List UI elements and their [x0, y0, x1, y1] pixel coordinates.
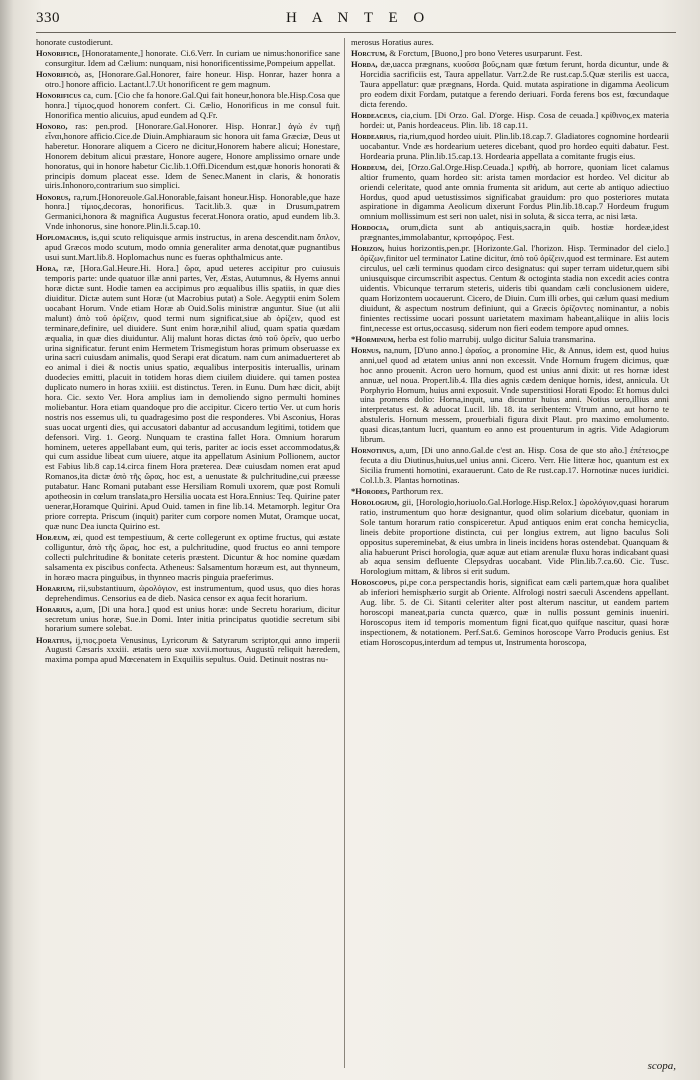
entry-text: herba est folio marrubij. uulgo dicitur Saluia transmarina.: [397, 333, 596, 344]
entry-text: ræ, [Hora.Gal.Heure.Hi. Hora.] ὥρα, apud ueteres accipitur pro cuiusuis temporis parte: unde quatuor illæ anni partes, Ver, Æstas, Autumnus, & Hyems annui horæ dictæ sunt. Hodie tamen ea accipimus pro æqualibus illis spatiis, in quæ dies diuiditur. Dictæ autem sunt Horæ (ut Macrobius putat) a Sole. Aegyptii enim Solem uocabant Horum. Vnde etiam Horæ ab Ouid.Solis ministræ anguntur. Siue (ut alii malunt) ἀπὸ τοῦ ὁρίζειν, quod termi num significat,siue ab ὁρίζειν, quod est terminare,definire, uel diuidere. Sunt enim horæ,nihil aliud, quam spatia quædam æqualia, in quæ dies diuiduntur. Alij malunt horas dictas ἀπὸ τοῦ ὁρεῖν, quo uerbo urina significatur. ferunt enim Hermetem Trismegistum horas primum obseruasse ex urina sacri cuiusdam animalis, quod Serapi erat dicatum. nam cum animaduerteret ab eo animal i diei & noctis unius spatio, æqualibus interpositis interuallis, urinam duodecies emitti, placuit in totidem horas diem ciuilem diuidere. qui tamen postea duplicato numero in horas xxiiii. est distinctus. Teren. in Eunu. Dum hæc dicit, abijt hora. Cic. sexto Ver. Hora amplius iam in demoliendo signo permulti homines moliebantur. Hora etiam quandoque pro die accipitur. Cicero tertio Ver. ut cum horis nostris nos essemus uli, tu quadragesimo post die responderes. Vbi Asconius, Horas suas uocat urgenti dies, qui accusatori dabantur ad accusandum legitimi, totidem que defensori. Virg. 1. Georg. Nunquam te crastina fallet Hora. Omnium horarum hominem, ueteres appellabant eum, qui teris, pariter ac iocis esset accommodatus,& qui cum assidue libeat cum uiuere, atque ita appellatum Asinium Pollionem, auctor est Fabius lib.8 cap.14.circa finem Hora præterea. Deæ cuiusdam nomen erat apud Romanos,ita dictæ ἀπὸ τῆς ὥρας, hoc est, a uenustate & pulchritudine,cui præesse putabatur. Hanc Romani putabant esse Hersiliam Romuli uxorem, quæ post Romuli apotheosin in cœlum translata,pro Hersilia uocata est Hora.Ennius: Teq. Quirine pater uenerar,Horamque Quirini. Apud Ouid. tamen in fine lib.14. Metamorph. legitur Ora priore correpta. Priscum (inquit) pariter cum corpore nomen Mutat, Oramque uocat, quæ nunc Dea iuncta Quirino est.: [45, 263, 340, 531]
entry-text: as, [Honorare.Gal.Honorer, faire honeur. Hisp. Honrar, hazer honra a otro.] honore afficio. Lactant.l.7.Ut honorificent re gem magnum.: [45, 69, 340, 89]
dictionary-entry: [351, 163, 669, 222]
dictionary-entry: [351, 38, 669, 48]
entry-text: ras: pen.prod. [Honorare.Gal.Honorer. Hisp. Honrar.] ἀγὼ ἐν τιμῇ εἶναι,honore afficio.Cice.de Diuin.Amphiaraum sic honora uit fama Græciæ, Deus ut haberetur. Honorare aliquem a Cicero ne dicitur,Honorem habere alicui; Honestare, Honorem debitum alicui præstare, Honore augere, Honore amplissimo ornare unde honoratus, qui in honore habetur Cic.lib.1.Offi.Dicendum est,quæ honoris honorati & principis domum placeat esse. Idem de Senec.Manent in claris, & honoratis uiris.Inhonoro,contrarium suo simplici.: [45, 121, 340, 191]
entry-text: huius horizontis,pen.pr. [Horizonte.Gal. l'horizon. Hisp. Terminador del cielo.] ὁρίζων,finitor uel terminator Latine dicitur, ἀπὸ τοῦ ὁρίζειν,quod est terminare. Est autem circulus, uel cæli terminus quodam circo designatus: qui super terram uidetur,quem sibi uniusquisque circumscribit aspectus. Centum & octoginta stadia non excedit acies contra uidentis. Vbicunque terrarum steteris, uideris tibi quandam cæli conclusionem uidere, quam Horizontem uocauerunt. Cicero, de Diuin. Cum illi orbes, qui cælum quasi medium diuidunt, & aspectum nostrum definiunt, qui a Græcis ὁρίζοντες nominantur, a nobis finientes rectissime uocari possunt uarietatem maximam habeant,aliique in aliis locis fint,necesse est ortus,occasusq. siderum non fieri eodem tempore apud omnes.: [360, 243, 669, 333]
entry-text: rii,substantiuum, ὡρολόγιον, est instrumentum, quod usus, quo dies horas deprehendimus. Censorius ea de dieb. Nasica censor ex aqua fecit horarium.: [45, 582, 340, 603]
dictionary-entry: [351, 49, 669, 59]
entry-text: dei, [Orzo.Gal.Orge.Hisp.Ceuada.] κριθὴ, ab horrore, quoniam licet calamus altior frumento, quam hordeo sit: arista tamen mordacior est hordeo. Vel dicitur ab oriendi celeritate, quod ante omnia frumenta sit aridum, aut certe ab antiquo adiectiuo Hordus, quod apud uetustissimos significabat grauidum: pro quo posteriores mutata aspiratione in digamma Aeolicum dixerunt Fordus Plin.lib.18.cap.7 Hordeum frugum omnium mollissimum est seri non ualet, nisi in soluta, & sicca terra, ac nisi læta.: [360, 161, 669, 222]
entry-headword: Hordocia,: [351, 222, 389, 233]
dictionary-entry: [351, 335, 669, 345]
dictionary-entry: [36, 122, 340, 191]
page-number: 330: [36, 10, 60, 26]
column-divider: [344, 38, 345, 1068]
entry-text: pi,pe cor.a perspectandis horis, significat eam cæli partem,quæ hora qualibet ab inferiori hemisphærio surgit ab Oriente. Alfrologi nostri saeculi Ascendens appellant. Aug. libr. 5. de Ci. Sitanti celeriter alter post alterum nascitur, ut eandem partem horoscopi maneat,paria cuncta quærco, quæ in nullis possunt geminis inueniri. Horoscopus item id temporis momentum figni ficat,quo quifque nascitur, quasi horæ inspectionem, & notationem. Perf.Sat.6. Geminos horoscope Varro Producis genius. Est etiam Horoscopus,interdum ad tempus ut, Instrumenta horoscopa,: [360, 577, 669, 647]
entry-text: gii, [Horologio,horiuolo.Gal.Horloge.Hisp.Relox.] ὡρολόγιον,quasi horarum ratio, instrumentum quo horæ designantur, quod olim solarium dicebatur, quoniam in Sole tantum horarum ratio conspiceretur. Apud antiquos enim erat concha hemicyclia, lineis debite proportione distincta, cui per longius extrem, aut ligno baculus Soli oppositus supereminebat, & eius umbra in lineis incidens horas ostendebat. Quanquam & alia habuerunt Prisci horologia, quæ aquæ aut etiam arenulæ fluxu horas indicabant quasi ab aqua sensim defluente Clepsydras uocabant. Vide Plin.lib.7.ca.60. Cic. Tusc. Horologium mittam, & libros si erit sudum.: [360, 497, 669, 577]
entry-text: dæ,uacca prægnans, κυοῦσα βοῦς,nam quæ fœtum ferunt, horda dicuntur, unde & Horcidia sacrificiis est, Taura appellatur. Varr.2.de Re rust.cap.5.Quæ sterilis est uacca, Taura appellatur: quæ prægnans, Horda. Quid. mutata aspiratione in digamma Aeolicum pro eodem dixit Fordam, putatque a ferendo deriuari. Forda ferens bos est, fœcundaque dicta ferendo.: [360, 59, 669, 109]
entry-headword: Honorus,: [36, 191, 71, 202]
entry-text: [Honoratamente,] honorate. Ci.6.Verr. In curiam ue nimus:honorifice sane consurgitur. Idem ad Cælium: nunquam, nisi honorificentissime,Pompeium appellat.: [45, 48, 340, 68]
running-head: H A N T E O: [286, 10, 431, 26]
entry-headword: Hordearius,: [351, 130, 396, 141]
entry-headword: Horizon,: [351, 243, 385, 254]
dictionary-entry: [351, 132, 669, 162]
entry-headword: *Horminum,: [351, 333, 396, 344]
entry-headword: Horatius,: [36, 634, 72, 645]
entry-text: orum,dicta sunt ab antiquis,sacra,in quib. hostiæ hordeæ,idest prægnantes,immolabantur, κριτοφόρος. Fest.: [360, 222, 669, 243]
dictionary-entry: [351, 60, 669, 110]
entry-text: na,num, [D'uno anno.] ὡραῖος, a pronomine Hic, & Annus, idem est, quod huius anni,uel quod ad ætatem unius anni non excessit. Vnde Hornum frugem dicimus, quæ hoc anno prouenit. Acron uero hornum, quod est unius anni dixit: ut res hornæ idest annuæ, uel noua. Propert.lib.4. Illa dies agnis cædem denique hornis, idest, annicula. Ut Porphyrio Hornum, huius anni exposuit. Vnde superstitiosi Horati Epodo: Et hornus dulci uina promens dolio: Horna,inquit, una dicuntur huius anni. Notius uero,illius anni interpretatus est. & aduocat Lucil. lib. 18. ita seribentem: Vtrum anno, aut horno te abstuleris. Hornum messem, prouerbiali figura dixit Plaut. pro maximo emolumento. quasi dicas,tantum lucri, quantum eo anno est prouenturum in agris. Vide Adagiorum librum.: [360, 344, 669, 445]
entry-text: & Forctum, [Buono,] pro bono Veteres usurparunt. Fest.: [389, 48, 583, 59]
dictionary-entry: [351, 346, 669, 445]
entry-text: ca, cum. [Cio che fa honore.Gal.Qui fait honeur,honora ble.Hisp.Cosa que honra.] τίμιος,quod honorem confert. Ci. Cælio, Honorificus in me consul fuit. Honorifica mentio alicuius, apud eundem ad Q.Fr.: [45, 90, 340, 120]
entry-headword: Hora,: [36, 263, 59, 274]
entry-headword: Horarium,: [36, 582, 75, 593]
dictionary-entry: [36, 38, 340, 48]
dictionary-entry: [351, 244, 669, 333]
right-column: [351, 38, 669, 1074]
entry-text: a,um, [Di uno anno.Gal.de c'est an. Hisp. Cosa de que sto año.] ἐπέτειος,pe fecuta a diu Diutinus,huius,uel unius anni. Cicero. Verr. Hie litteræ hoc, quantum est ex Sicilia frumenti hornotini, exarauerunt. Cato de Re rust.cap.17. Hornotinæ nuces iuridici. Col.l.b.3. Plantas hornotinas.: [360, 445, 669, 485]
binding-gutter-shadow: [0, 0, 14, 1080]
header-rule: [36, 32, 676, 33]
entry-headword: Hordeum,: [351, 161, 388, 172]
dictionary-entry: [36, 605, 340, 635]
entry-text: merosus Horatius aures.: [351, 38, 434, 47]
entry-text: cia,cium. [Di Orzo. Gal. D'orge. Hisp. Cosa de ceuada.] κρίθινος,ex materia hordei: ut, Panis hordeaceus. Plin. lib. 18 cap.11.: [360, 109, 669, 130]
entry-headword: Horoscopus,: [351, 577, 398, 588]
page-header: [36, 8, 676, 34]
entry-text: ij,τιος.poeta Venusinus, Lyricorum & Satyrarum scriptor,qui anno imperii Augusti Cæsaris xxxiii. ætatis uero suæ xxvii.mortuus, Augustũ reliquit hæredem, maxima pompa apud Mœcenatem in Exquiliis sepultus. Ouid. Detinuit nostras nu-: [45, 634, 340, 665]
dictionary-entry: [36, 264, 340, 531]
entry-text: æi, quod est tempestiuum, & certe collegerunt ex optime fructus, qui æstate colliguntur, ἀπὸ τῆς ὥρας, hoc est, a pulchritudine, quod fructus eo anni tempore collecti pulchritudine & bonitate ceteris præstent. Dicuntur & hoc nomine quædam salsamenta ex piscibus confecta. Atheneus: Salsamentum horæum est, aut thynneum, in horæo macra pinguibus, in thynneo macris pinguia praeferimus.: [45, 531, 340, 582]
entry-headword: Honorificus: [36, 90, 82, 101]
entry-headword: Honoro,: [36, 121, 68, 131]
entry-headword: Horologium,: [351, 497, 400, 508]
left-column: [36, 38, 340, 1074]
dictionary-entry: [351, 223, 669, 243]
entry-headword: Hornus,: [351, 344, 381, 355]
catchword: scopa,: [647, 1060, 676, 1072]
dictionary-entry: [36, 533, 340, 583]
entry-headword: Horarius,: [36, 603, 73, 614]
entry-text: honorate custodierunt.: [36, 38, 113, 47]
entry-headword: Honorifice,: [36, 48, 80, 59]
dictionary-entry: [36, 70, 340, 90]
entry-text: ria,rium,quod hordeo uiuit. Plin.lib.18.cap.7. Gladiatores cognomine hordearii uocabantur. Vnde æs hordearium ueteres dicebant, quod pro hordeo equiti dabatur. Fest. Hordearia pruna. Plin.lib.15.cap.13. Hordearia appellata a comitante frugis eius.: [360, 130, 669, 161]
dictionary-entry: [351, 578, 669, 647]
entry-headword: *Horodes,: [351, 485, 390, 496]
dictionary-entry: [351, 498, 669, 577]
dictionary-entry: [36, 233, 340, 263]
entry-headword: Hoplomachus,: [36, 232, 89, 243]
dictionary-entry: [351, 487, 669, 497]
dictionary-entry: [351, 111, 669, 131]
entry-text: a,um, [Di una hora.] quod est unius horæ: unde Secretu horarium, dicitur secretum unius horæ, Sue.in Domi. Inter initia principatus quotidie secretum sibi horarium sumere solebat.: [45, 603, 340, 634]
entry-headword: Horda,: [351, 59, 378, 70]
entry-headword: Hornotinus,: [351, 445, 397, 456]
dictionary-entry: [36, 636, 340, 666]
dictionary-entry: [36, 49, 340, 69]
entry-text: is,qui scuto reliquisque armis instructus, in arena descendit.nam ὅπλον, apud Græcos modo scutum, modo omnia generaliter arma denotat,quæ pugnantibus usui sunt.Mart.lib.8. Hoplomachus nunc es fueras ophthalmicus ante.: [45, 232, 340, 263]
entry-headword: Horctum,: [351, 48, 388, 59]
entry-headword: Horæum,: [36, 531, 70, 542]
dictionary-entry: [36, 91, 340, 121]
entry-headword: Hordeaceus,: [351, 109, 398, 120]
dictionary-entry: [36, 584, 340, 604]
entry-text: Parthorum rex.: [391, 485, 444, 496]
entry-headword: Honorificò,: [36, 69, 81, 80]
entry-text: ra,rum.[Honoreuole.Gal.Honorable,faisant honeur.Hisp. Honorable,que haze honra.] τίμιος,decoras, honorificus. Tacit.lib.3. quæ in Drusum,patrem Germanici,honora & magnifica Augustus fecerat.Honora oratio, apud eundem lib.3. Vnde inhonorus, sine honore.Plin.li.5.cap.10.: [45, 191, 340, 232]
dictionary-entry: [351, 446, 669, 486]
dictionary-entry: [36, 193, 340, 233]
